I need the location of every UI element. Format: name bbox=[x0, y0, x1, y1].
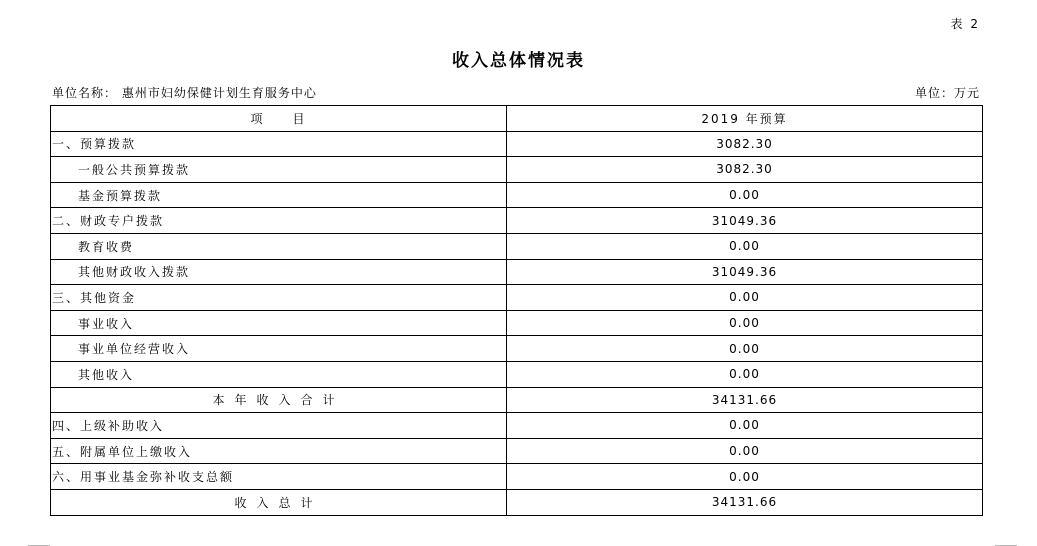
row-label: 事业收入 bbox=[51, 310, 507, 336]
table-row bbox=[51, 464, 983, 490]
row-label: 五、附属单位上缴收入 bbox=[51, 438, 507, 464]
table-row bbox=[51, 182, 983, 208]
row-label: 二、财政专户拨款 bbox=[51, 208, 507, 234]
table-row bbox=[51, 131, 983, 157]
table-header-row bbox=[51, 106, 983, 132]
currency-unit: 单位：万元 bbox=[914, 86, 980, 100]
header-item: 项 目 bbox=[51, 106, 507, 132]
row-value: 0.00 bbox=[507, 310, 983, 336]
income-table bbox=[50, 105, 983, 516]
subtotal-row bbox=[51, 387, 983, 413]
table-row bbox=[51, 157, 983, 183]
row-label: 其他财政收入拨款 bbox=[51, 259, 507, 285]
total-value: 34131.66 bbox=[507, 489, 983, 515]
table-row bbox=[51, 208, 983, 234]
row-label: 四、上级补助收入 bbox=[51, 413, 507, 439]
row-label: 教育收费 bbox=[51, 233, 507, 259]
row-label: 事业单位经营收入 bbox=[51, 336, 507, 362]
header-budget: 2019 年预算 bbox=[507, 106, 983, 132]
row-label: 一、预算拨款 bbox=[51, 131, 507, 157]
row-value: 0.00 bbox=[507, 285, 983, 311]
row-value: 0.00 bbox=[507, 182, 983, 208]
row-label: 三、其他资金 bbox=[51, 285, 507, 311]
row-value: 0.00 bbox=[507, 233, 983, 259]
row-value: 0.00 bbox=[507, 413, 983, 439]
total-row bbox=[51, 489, 983, 515]
subtotal-value: 34131.66 bbox=[507, 387, 983, 413]
table-row bbox=[51, 285, 983, 311]
table-row bbox=[51, 233, 983, 259]
row-label: 六、用事业基金弥补收支总额 bbox=[51, 464, 507, 490]
row-label: 一般公共预算拨款 bbox=[51, 157, 507, 183]
unit-name-line bbox=[52, 84, 317, 101]
row-value: 31049.36 bbox=[507, 259, 983, 285]
table-row bbox=[51, 361, 983, 387]
row-value: 0.00 bbox=[507, 438, 983, 464]
row-label: 基金预算拨款 bbox=[51, 182, 507, 208]
table-row bbox=[51, 259, 983, 285]
table-number: 表 2 bbox=[950, 17, 980, 31]
table-row bbox=[51, 310, 983, 336]
row-value: 3082.30 bbox=[507, 157, 983, 183]
row-value: 0.00 bbox=[507, 336, 983, 362]
total-label: 收入总计 bbox=[51, 489, 507, 515]
table-row bbox=[51, 413, 983, 439]
page-title: 收入总体情况表 bbox=[452, 51, 585, 71]
row-value: 0.00 bbox=[507, 361, 983, 387]
row-value: 0.00 bbox=[507, 464, 983, 490]
subtotal-label: 本年收入合计 bbox=[51, 387, 507, 413]
table-row bbox=[51, 438, 983, 464]
row-label: 其他收入 bbox=[51, 361, 507, 387]
table-row bbox=[51, 336, 983, 362]
unit-name-label: 单位名称： bbox=[52, 86, 118, 100]
row-value: 31049.36 bbox=[507, 208, 983, 234]
row-value: 3082.30 bbox=[507, 131, 983, 157]
unit-name: 惠州市妇幼保健计划生育服务中心 bbox=[121, 86, 317, 100]
